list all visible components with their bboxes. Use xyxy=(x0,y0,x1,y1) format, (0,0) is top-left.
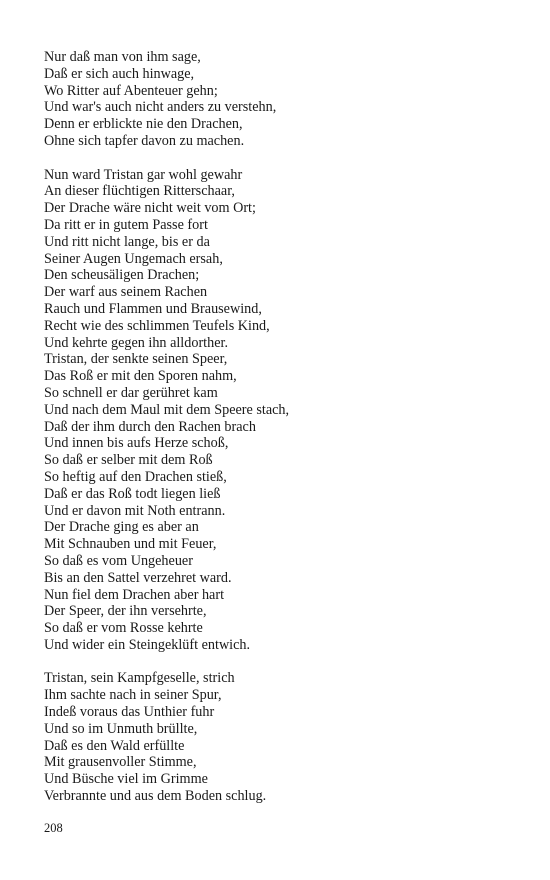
verse-line: Der warf aus seinem Rachen xyxy=(44,284,208,301)
verse-line: So daß er vom Rosse kehrte xyxy=(44,620,203,637)
verse-line: Und so im Unmuth brüllte, xyxy=(44,720,198,737)
verse-line: Tristan, der senkte seinen Speer, xyxy=(44,351,228,368)
verse-line: Und war's auch nicht anders zu verstehn, xyxy=(44,99,277,116)
stanza xyxy=(44,167,514,654)
verse-line: Daß er sich auch hinwage, xyxy=(44,65,195,82)
verse-line: Daß es den Wald erfüllte xyxy=(44,737,185,754)
verse-line: So heftig auf den Drachen stieß, xyxy=(44,468,227,485)
verse-line: Nun ward Tristan gar wohl gewahr xyxy=(44,166,243,183)
stanza xyxy=(44,670,514,804)
page-number: 208 xyxy=(44,821,63,835)
verse-line: Daß der ihm durch den Rachen brach xyxy=(44,418,256,435)
verse-line: Der Drache wäre nicht weit vom Ort; xyxy=(44,200,256,217)
verse-line: Daß er das Roß todt liegen ließ xyxy=(44,485,221,502)
verse-line: Recht wie des schlimmen Teufels Kind, xyxy=(44,317,270,334)
verse-line: An dieser flüchtigen Ritterschaar, xyxy=(44,183,235,200)
verse-line: Mit Schnauben und mit Feuer, xyxy=(44,536,217,553)
verse-line: Und ritt nicht lange, bis er da xyxy=(44,233,210,250)
verse-line: Indeß voraus das Unthier fuhr xyxy=(44,704,215,721)
verse-line: Bis an den Sattel verzehret ward. xyxy=(44,569,232,586)
verse-line: Nun fiel dem Drachen aber hart xyxy=(44,586,225,603)
poem-text xyxy=(44,49,514,822)
verse-line: Denn er erblickte nie den Drachen, xyxy=(44,116,243,133)
verse-line: Rauch und Flammen und Brausewind, xyxy=(44,300,262,317)
verse-line: Verbrannte und aus dem Boden schlug. xyxy=(44,788,267,805)
verse-line: So daß es vom Ungeheuer xyxy=(44,552,193,569)
stanza xyxy=(44,49,514,150)
verse-line: Und Büsche viel im Grimme xyxy=(44,771,208,788)
verse-line: Und wider ein Steingeklüft entwich. xyxy=(44,636,251,653)
verse-line: So schnell er dar gerühret kam xyxy=(44,384,218,401)
verse-line: Das Roß er mit den Sporen nahm, xyxy=(44,368,237,385)
verse-line: Der Drache ging es aber an xyxy=(44,519,199,536)
verse-line: Nur daß man von ihm sage, xyxy=(44,49,201,65)
verse-line: Der Speer, der ihn versehrte, xyxy=(44,603,207,620)
verse-line: Den scheusäligen Drachen; xyxy=(44,267,200,284)
verse-line: Wo Ritter auf Abenteuer gehn; xyxy=(44,82,218,99)
verse-line: Und er davon mit Noth entrann. xyxy=(44,502,226,519)
verse-line: Seiner Augen Ungemach ersah, xyxy=(44,250,223,267)
verse-line: Ihm sachte nach in seiner Spur, xyxy=(44,687,222,704)
verse-line: Mit grausenvoller Stimme, xyxy=(44,754,197,771)
verse-line: Und kehrte gegen ihn alldorther. xyxy=(44,334,228,351)
verse-line: So daß er selber mit dem Roß xyxy=(44,452,213,469)
verse-line: Und innen bis aufs Herze schoß, xyxy=(44,435,229,452)
verse-line: Da ritt er in gutem Passe fort xyxy=(44,216,208,233)
verse-line: Und nach dem Maul mit dem Speere stach, xyxy=(44,401,290,418)
verse-line: Tristan, sein Kampfgeselle, strich xyxy=(44,670,235,687)
verse-line: Ohne sich tapfer davon zu machen. xyxy=(44,132,245,149)
